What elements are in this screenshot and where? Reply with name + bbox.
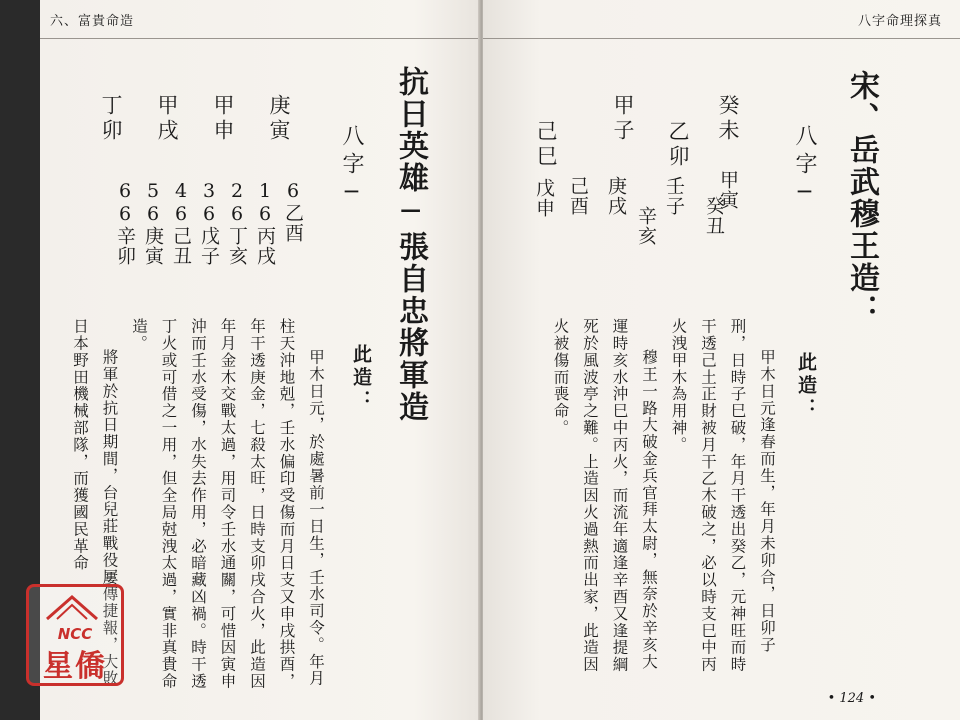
right-pillar-day: 甲子 (611, 94, 635, 144)
left-title: 抗日英雄─張自忠將軍造 (393, 66, 428, 423)
right-page (483, 0, 960, 720)
seal-latin-text: NCC (57, 625, 93, 643)
right-dayun-1: 甲寅 (717, 170, 739, 210)
right-paragraph-2: 穆王一路大破金兵官拜太尉，無奈於辛亥大運時亥水沖巳中丙火，而流年適逢辛酉又逢提綱死於風波亭之難。上造因火過熱而出家，此造因火被傷而喪命。 (551, 318, 658, 673)
right-dayun-4: 辛亥 (635, 206, 657, 246)
right-dayun-5: 庚戌 (605, 176, 627, 216)
running-head-left: 六、富貴命造 (50, 14, 135, 29)
right-pillar-year: 癸未 (716, 94, 740, 144)
right-pillar-hour: 己巳 (534, 120, 558, 170)
right-body (531, 318, 781, 678)
right-cizao-heading: 此造： (795, 352, 817, 421)
left-dayun-1: 6乙酉 (282, 180, 304, 243)
left-dayun-7: 66辛卯 (114, 180, 136, 266)
left-bazi-label: 八字─ (339, 124, 364, 211)
left-dayun-6: 56庚寅 (142, 180, 164, 266)
right-pillar-month: 乙卯 (666, 120, 690, 170)
right-title: 宋、岳武穆王造： (844, 70, 879, 326)
header-rule-left (40, 38, 480, 39)
left-dayun-5: 46己丑 (170, 180, 192, 266)
left-pillar-hour: 丁卯 (99, 94, 123, 144)
seal-han-text: 星僑 (43, 649, 107, 684)
page-number: • 124 • (827, 691, 876, 706)
left-paragraph-1: 甲木日元，於處暑前一日生，壬水司令。年月柱天沖地剋，壬水偏印受傷而月日支又申戌拱酉，年干透庚金，七殺太旺，日時支卯戌合火，此造因年月金木交戰太過，用司令壬水通關，可惜因寅申沖而壬水受傷，水失去作用，必暗藏凶禍。時干透丁火或可借之一用，但全局尅洩太過，實非真貴命造。 (130, 318, 325, 690)
left-dayun-3: 26丁亥 (226, 180, 248, 266)
running-head-right: 八字命理探真 (857, 14, 942, 29)
left-pillar-year: 庚寅 (267, 94, 291, 144)
right-dayun-6: 己酉 (567, 176, 589, 216)
header-rule-right (483, 38, 960, 39)
right-bazi-label: 八字─ (792, 124, 817, 211)
seal-stamp-logo (26, 584, 124, 686)
seal-roof-icon (43, 593, 101, 621)
left-dayun-2: 16丙戌 (254, 180, 276, 266)
left-pillar-month: 甲申 (211, 94, 235, 144)
right-dayun-3: 壬子 (663, 176, 685, 216)
left-pillar-day: 甲戌 (155, 94, 179, 144)
left-dayun-4: 36戊子 (198, 180, 220, 266)
right-paragraph-1: 甲木日元逢春而生，年月未卯合，日卯子刑，日時子巳破，年月干透出癸乙，元神旺而時干透己土正財被月干乙木破之，必以時支巳中丙火洩甲木為用神。 (669, 318, 776, 673)
left-cizao-heading: 此造： (350, 344, 372, 413)
left-paragraph-2: 將軍於抗日期間，台兒莊戰役屢傳捷報，大敗日本野田機械部隊，而獲國民革命 (71, 318, 119, 687)
right-dayun-7: 戊申 (533, 178, 555, 218)
right-dayun-2: 癸丑 (703, 196, 725, 236)
